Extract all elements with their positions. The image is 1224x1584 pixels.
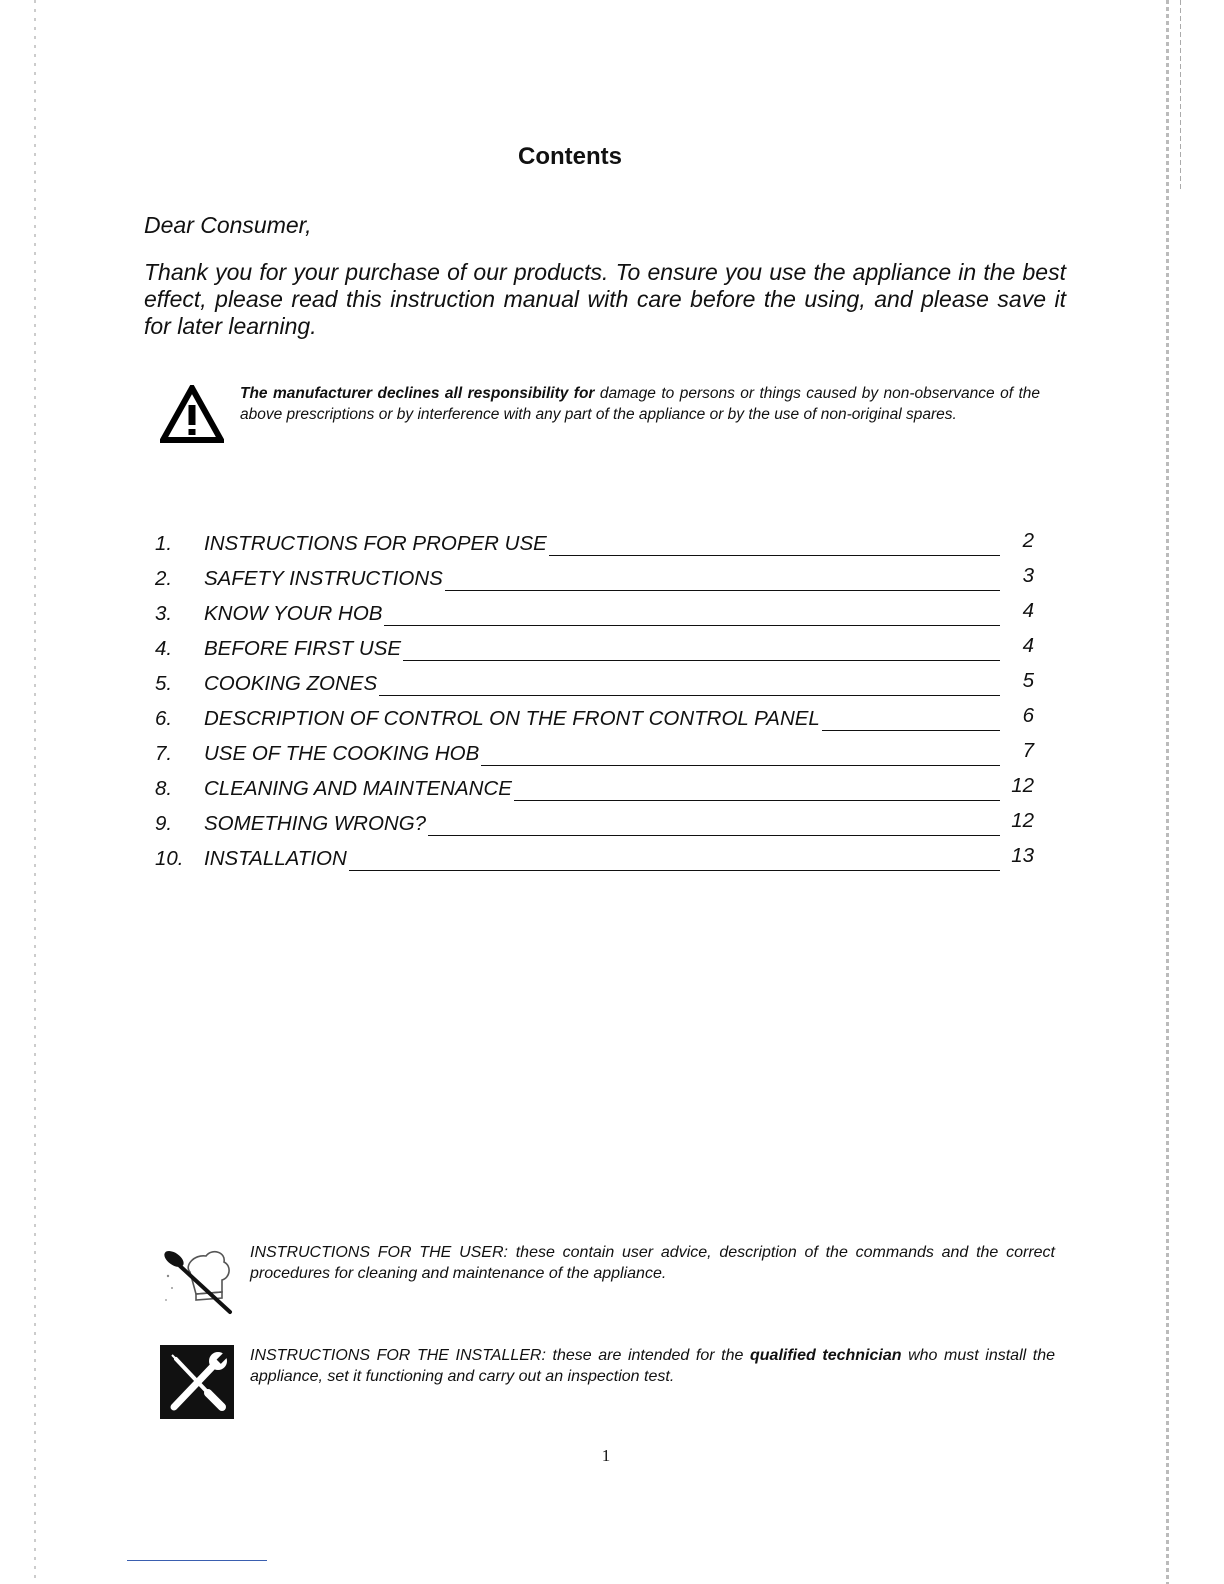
toc-title: INSTRUCTIONS FOR PROPER USE (204, 532, 547, 555)
toc-row[interactable] (150, 562, 1050, 597)
toc-title: INSTALLATION (204, 847, 347, 870)
user-note-text: INSTRUCTIONS FOR THE USER: these contain user advice, description of the commands and the correct procedures for cleaning and maintenance of the appliance. (250, 1244, 1055, 1282)
scan-bottom-line (127, 1560, 267, 1561)
toc-page-number: 5 (1022, 669, 1034, 692)
warning-rest-text: damage to persons or things caused by non-observance of the above prescriptions or by interference with any part of the appliance or by the use of non-original spares. (240, 385, 1040, 423)
toc-number: 5. (155, 672, 173, 695)
chef-spoon-icon (160, 1242, 234, 1316)
toc-page-number: 7 (1022, 739, 1034, 762)
warning-notice (160, 383, 1050, 453)
toc-title: COOKING ZONES (204, 672, 378, 695)
toc-title: KNOW YOUR HOB (204, 602, 383, 625)
toc-number: 9. (155, 812, 173, 835)
wrench-screwdriver-icon (160, 1345, 234, 1419)
toc-number: 1. (155, 532, 173, 555)
user-instructions-note (160, 1242, 1055, 1322)
toc-page-number: 3 (1022, 564, 1034, 587)
toc-page-number: 13 (1011, 844, 1034, 867)
toc-page-number: 4 (1022, 634, 1034, 657)
toc-page-number: 4 (1022, 599, 1034, 622)
warning-text (240, 383, 1040, 425)
scan-edge-right-secondary (1180, 0, 1181, 190)
toc-page-number: 12 (1011, 809, 1034, 832)
toc-title: CLEANING AND MAINTENANCE (204, 777, 512, 800)
toc-title: SOMETHING WRONG? (204, 812, 427, 835)
toc-title: BEFORE FIRST USE (204, 637, 402, 660)
installer-instructions-note (160, 1345, 1055, 1425)
toc-row[interactable] (150, 772, 1050, 807)
page-title: Contents (518, 143, 622, 170)
toc-number: 3. (155, 602, 173, 625)
warning-triangle-icon (160, 385, 224, 443)
toc-page-number: 2 (1022, 529, 1034, 552)
installer-note-text (250, 1345, 1055, 1387)
toc-row[interactable] (150, 597, 1050, 632)
toc-page-number: 12 (1011, 774, 1034, 797)
installer-note-bold: qualified technician (750, 1347, 902, 1364)
toc-page-number: 6 (1022, 704, 1034, 727)
scan-edge-left (34, 0, 36, 1584)
scan-edge-right (1166, 0, 1169, 1584)
toc-row[interactable] (150, 667, 1050, 702)
toc-number: 6. (155, 707, 173, 730)
toc-row[interactable] (150, 737, 1050, 772)
toc-number: 4. (155, 637, 173, 660)
installer-note-suffix: who must install the appliance, set it functioning and carry out an inspection test. (250, 1347, 1056, 1385)
toc-row[interactable] (150, 807, 1050, 842)
toc-row[interactable] (150, 702, 1050, 737)
page-number: 1 (601, 1446, 611, 1465)
toc-row[interactable] (150, 527, 1050, 562)
toc-title: SAFETY INSTRUCTIONS (204, 567, 443, 590)
toc-row[interactable] (150, 842, 1050, 877)
greeting: Dear Consumer, (144, 212, 312, 238)
toc-title: USE OF THE COOKING HOB (204, 742, 480, 765)
warning-bold-text: The manufacturer declines all responsibility for (240, 385, 595, 402)
intro-paragraph: Thank you for your purchase of our products. To ensure you use the appliance in the best effect, please read this instruction manual with care before the using, and please save it for later learning. (144, 259, 1066, 339)
installer-note-prefix: INSTRUCTIONS FOR THE INSTALLER: these are intended for the (250, 1347, 750, 1364)
toc-title: DESCRIPTION OF CONTROL ON THE FRONT CONTROL PANEL (204, 707, 820, 730)
table-of-contents (150, 527, 1050, 877)
toc-row[interactable] (150, 632, 1050, 667)
toc-number: 7. (155, 742, 173, 765)
toc-number: 8. (155, 777, 173, 800)
toc-number: 10. (155, 847, 184, 870)
toc-number: 2. (155, 567, 173, 590)
